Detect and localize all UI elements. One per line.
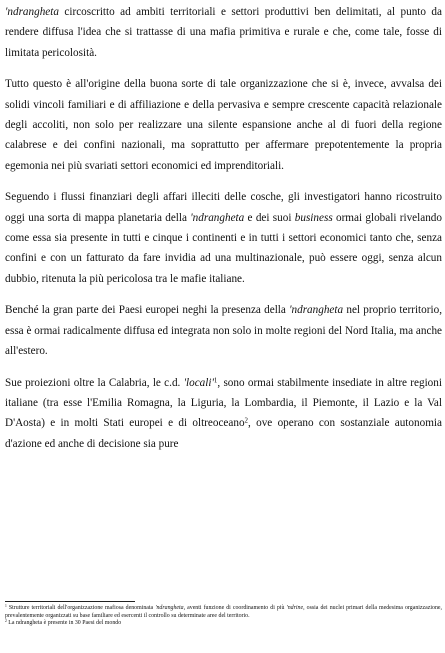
paragraph (5, 2, 442, 63)
text-run: , aventi funzione di coordinamento di più (183, 605, 287, 611)
text-run: circoscritto ad ambiti territoriali e settori produttivi ben delimitati, al punto da rendere diffusa l'idea che si trattasse di una mafia primitiva e rurale e che, come tale, fosse di limitata pericolosità. (5, 6, 442, 59)
text-run: Tutto questo è all'origine della buona sorte di tale organizzazione che si è, invece, avvalsa dei solidi vincoli familiari e di affiliazione e della pervasiva e sempre crescente capacità relazionale degli accoliti, non solo per realizzare una silente espansione anche al di fuori della regione calabrese e dei confini nazionali, ma soprattutto per affermare prepotentemente la propria egemonia nei più svariati settori economici ed imprenditoriali. (5, 78, 442, 172)
text-run: , sono ormai stabilmente insediate in altre regioni italiane (tra esse l'Emilia Romagna, la Liguria, la Lombardia, il Piemonte, il Lazio e la Val D'Aosta) e in molti Stati europei e di oltreoceano (5, 376, 442, 430)
footnote (5, 620, 442, 628)
text-run: ormai globali rivelando come essa sia presente in tutti e cinque i continenti e in tutti i settori economici tanto che, senza confini e con un fatturato da fare invidia ad una multinazionale, può essere oggi, senza alcun dubbio, ritenuta la più pericolosa tra le mafie italiane. (5, 211, 442, 285)
footnote-ref: 1 (213, 376, 218, 385)
italic-text: 'ndrine (286, 605, 304, 611)
paragraph (5, 373, 442, 455)
text-run: Seguendo i flussi finanziari degli affari illeciti delle cosche, gli investigatori hanno ricostruito oggi una sorta di mappa planetaria della (5, 191, 442, 224)
footnote-ref: 2 (244, 416, 249, 425)
footnote-ref: 1 (5, 604, 7, 609)
italic-text: 'ndrangheta (190, 211, 245, 224)
italic-text: business (294, 211, 333, 224)
footnote-ref: 2 (5, 619, 7, 624)
paragraph (5, 187, 442, 289)
text-run: , ossia dei nuclei primari della medesima organizzazione, prevalentemente organizzati su base familiare ed esercenti il controllo su determinate aree del territorio. (5, 605, 442, 619)
text-run: Benché la gran parte dei Paesi europei neghi la presenza della (5, 304, 290, 317)
footnote (5, 605, 442, 620)
paragraph (5, 300, 442, 361)
text-run: e dei suoi (244, 211, 295, 224)
italic-text: 'ndrangheta (289, 304, 344, 317)
italic-text: 'ndrangheta (5, 6, 59, 18)
footnote-separator (5, 601, 135, 602)
text-run: Strutture territoriali dell'organizzazione mafiosa denominata (6, 605, 156, 611)
footnotes (5, 605, 442, 628)
paragraph (5, 74, 442, 176)
text-run: nel proprio territorio, essa è ormai radicalmente diffusa ed integrata non solo in molte regioni del Nord Italia, ma anche all'estero. (5, 304, 442, 358)
italic-text: 'locali' (183, 376, 214, 389)
text-run: , ove operano con sostanziale autonomia d'azione ed anche di decisione sia pure (5, 417, 442, 450)
body-text (5, 2, 442, 465)
text-run: La ndrangheta è presente in 30 Paesi del mondo (6, 620, 122, 627)
text-run: Sue proiezioni oltre la Calabria, le c.d. (5, 376, 184, 389)
italic-text: 'ndrangheta (155, 605, 184, 611)
